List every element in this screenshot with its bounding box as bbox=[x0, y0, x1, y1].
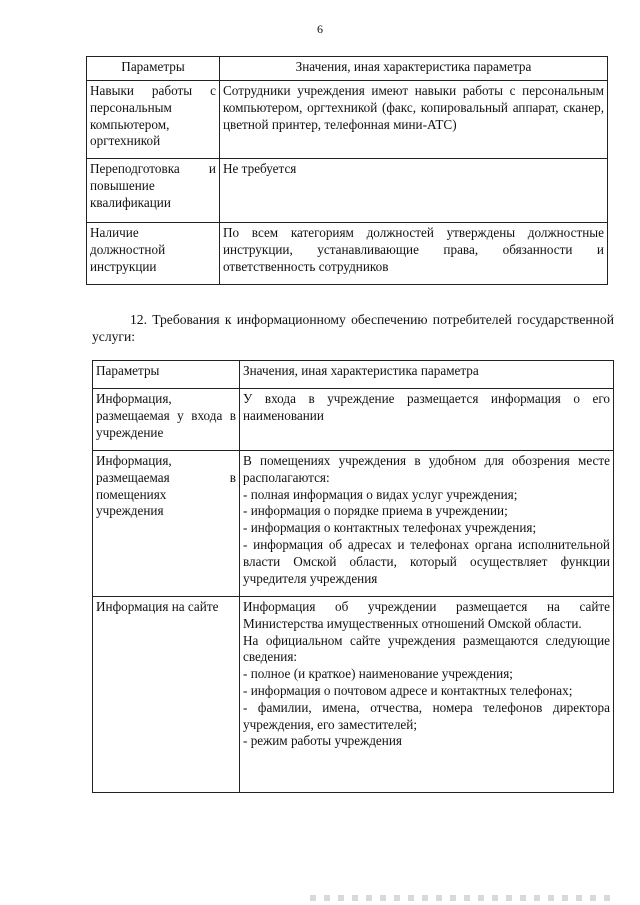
page-number: 6 bbox=[317, 22, 323, 36]
param-cell: Наличие должностной инструкции bbox=[87, 223, 220, 285]
value-cell: Сотрудники учреждения имеют навыки работы с персональным компьютером, оргтехникой (факс, копировальный аппарат, сканер, цветной принтер, телефонная мини-АТС) bbox=[220, 81, 608, 159]
header-parameters: Параметры bbox=[87, 57, 220, 81]
table-row bbox=[93, 451, 614, 597]
value-cell: По всем категориям должностей утверждены должностные инструкции, устанавливающие права, обязанности и ответственность сотрудников bbox=[220, 223, 608, 285]
table-header-row bbox=[87, 57, 608, 81]
scan-artifact bbox=[310, 895, 610, 901]
table-row bbox=[87, 81, 608, 159]
param-cell: Информация, размещаемая у входа в учреждение bbox=[93, 389, 240, 451]
table-row bbox=[93, 597, 614, 793]
value-line: В помещениях учреждения в удобном для обозрения месте располагаются: bbox=[243, 453, 610, 485]
param-cell: Информация, размещаемая в помещениях учреждения bbox=[93, 451, 240, 597]
information-table bbox=[92, 360, 614, 793]
table-header-row bbox=[93, 361, 614, 389]
section-heading: 12. Требования к информационному обеспечению потребителей государственной услуги: bbox=[92, 312, 614, 344]
header-values: Значения, иная характеристика параметра bbox=[240, 361, 614, 389]
value-line: - информация о порядке приема в учреждении; bbox=[243, 503, 508, 519]
value-cell: Не требуется bbox=[220, 159, 608, 223]
table-row bbox=[87, 159, 608, 223]
value-line: На официальном сайте учреждения размещаются следующие сведения: bbox=[243, 632, 610, 665]
value-line: - режим работы учреждения bbox=[243, 733, 402, 749]
value-line: Информация об учреждении размещается на сайте Министерства имущественных отношений Омской области. bbox=[243, 599, 610, 631]
value-cell bbox=[240, 451, 614, 597]
value-line: - информация об адресах и телефонах органа исполнительной власти Омской области, который осуществляет функции учредителя учреждения bbox=[243, 536, 610, 586]
value-line: - информация о контактных телефонах учреждения; bbox=[243, 520, 537, 536]
value-line: - фамилии, имена, отчества, номера телефонов директора учреждения, его заместителей; bbox=[243, 699, 610, 732]
value-line: - полная информация о видах услуг учреждения; bbox=[243, 486, 518, 502]
header-parameters: Параметры bbox=[93, 361, 240, 389]
value-line: - информация о почтовом адресе и контактных телефонах; bbox=[243, 682, 573, 698]
value-cell bbox=[240, 389, 614, 451]
header-values: Значения, иная характеристика параметра bbox=[220, 57, 608, 81]
table-row bbox=[93, 389, 614, 451]
table-row bbox=[87, 223, 608, 285]
param-cell: Навыки работы с персональным компьютером, оргтехникой bbox=[87, 81, 220, 159]
value-line: У входа в учреждение размещается информация о его наименовании bbox=[243, 391, 610, 423]
param-cell: Переподготовка и повышение квалификации bbox=[87, 159, 220, 223]
value-line: - полное (и краткое) наименование учреждения; bbox=[243, 666, 513, 682]
param-cell: Информация на сайте bbox=[93, 597, 240, 793]
qualification-table bbox=[86, 56, 608, 285]
value-cell bbox=[240, 597, 614, 793]
